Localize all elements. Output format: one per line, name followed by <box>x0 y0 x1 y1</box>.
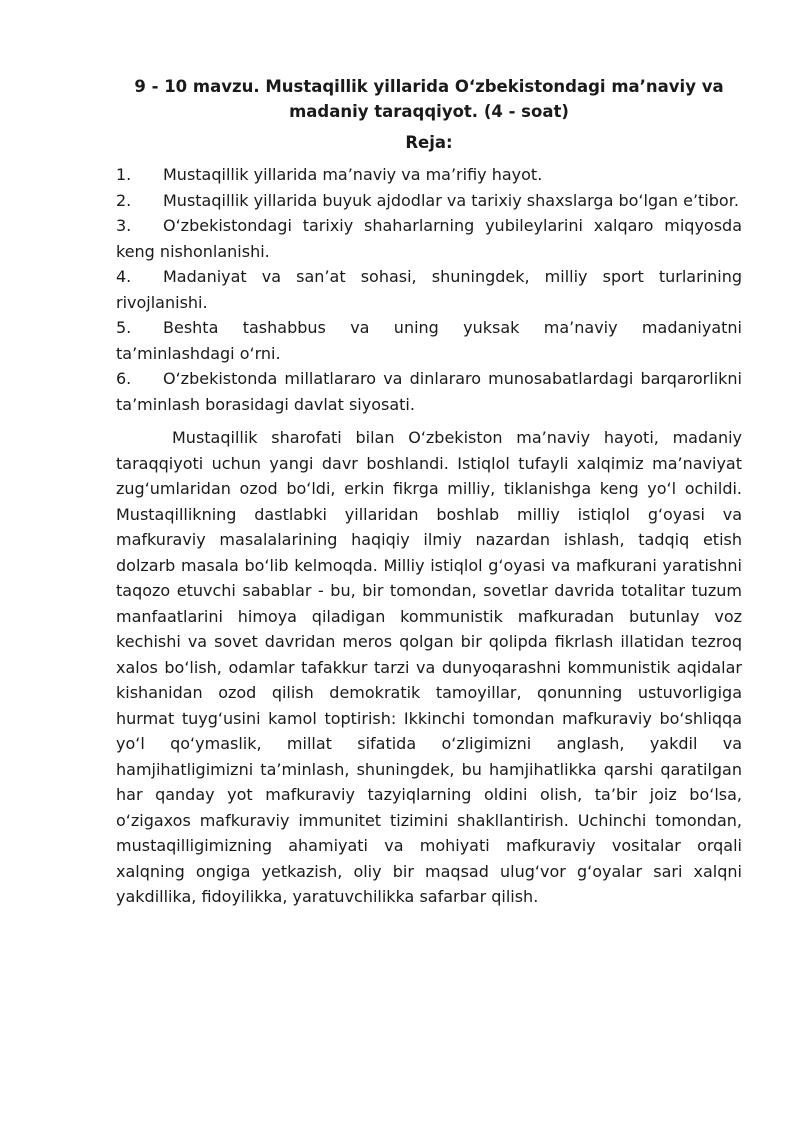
plan-item-text: Madaniyat va san’at sohasi, shuningdek, milliy sport turlarining rivojlanishi. <box>116 267 742 312</box>
plan-item-number: 3. <box>116 216 132 235</box>
plan-item-number: 2. <box>116 190 132 210</box>
plan-item-number: 1. <box>116 165 132 184</box>
plan-item <box>116 264 742 315</box>
plan-item <box>116 366 742 417</box>
plan-item-number: 6. <box>116 369 132 388</box>
plan-item <box>116 162 742 188</box>
document-page <box>116 74 742 910</box>
body-paragraph: Mustaqillik sharofati bilan O‘zbekiston ma’naviy hayoti, madaniy taraqqiyoti uchun yangi davr boshlandi. Istiqlol tufayli xalqimiz ma’naviyat zug‘umlaridan ozod bo‘ldi, erkin fikrga milliy, tiklanishga keng yo‘l ochildi. Mustaqillikning dastlabki yillaridan boshlab milliy istiqlol g‘oyasi va mafkuraviy masalalarining haqiqiy ilmiy nazardan ishlash, tadqiq etish dolzarb masala bo‘lib kelmoqda. Milliy istiqlol g‘oyasi va mafkurani yaratishni taqozo etuvchi sabablar - bu, bir tomondan, sovetlar davrida totalitar tuzum manfaatlarini himoya qiladigan kommunistik mafkuradan butunlay voz kechishi va sovet davridan meros qolgan bir qolipda fikrlash illatidan tezroq xalos bo‘lish, odamlar tafakkur tarzi va dunyoqarashni kommunistik aqidalar kishanidan ozod qilish demokratik tamoyillar, qonunning ustuvorligiga hurmat tuyg‘usini kamol toptirish: Ikkinchi tomondan mafkuraviy bo‘shliqqa yo‘l qo‘ymaslik, millat sifatida o‘zligimizni anglash, yakdil va hamjihatligimizni ta’minlash, shuningdek, bu hamjihatlikka qarshi qaratilgan har qanday yot mafkuraviy tazyiqlarning oldini olish, ta’bir joiz bo‘lsa, o‘zigaxos mafkuraviy immunitet tizimini shakllantirish. Uchinchi tomondan, mustaqilligimizning ahamiyati va mohiyati mafkuraviy vositalar orqali xalqning ongiga yetkazish, oliy bir maqsad ulug‘vor g‘oyalar sari xalqni yakdillika, fidoyilikka, yaratuvchilikka safarbar qilish. <box>116 428 742 906</box>
plan-item <box>116 188 742 214</box>
plan-list <box>116 162 742 417</box>
plan-item-text: Beshta tashabbus va uning yuksak ma’naviy madaniyatni ta’minlashdagi o‘rni. <box>116 318 742 363</box>
plan-item-number: 4. <box>116 267 132 286</box>
plan-item-text: Mustaqillik yillarida buyuk ajdodlar va tarixiy shaxslarga bo‘lgan e’tibor. <box>163 190 739 210</box>
plan-item <box>116 213 742 264</box>
plan-heading: Reja: <box>405 133 453 152</box>
plan-item-text: Mustaqillik yillarida ma’naviy va ma’rifiy hayot. <box>163 165 543 184</box>
document-title: 9 - 10 mavzu. Mustaqillik yillarida O‘zbekistondagi ma’naviy va madaniy taraqqiyot. (4 - soat) <box>134 77 724 121</box>
plan-item-text: O‘zbekistondagi tarixiy shaharlarning yubileylarini xalqaro miqyosda keng nishonlanishi. <box>116 216 742 261</box>
plan-item <box>116 315 742 366</box>
plan-item-text: O‘zbekistonda millatlararo va dinlararo munosabatlardagi barqarorlikni ta’minlash borasidagi davlat siyosati. <box>116 369 742 414</box>
plan-item-number: 5. <box>116 318 132 337</box>
